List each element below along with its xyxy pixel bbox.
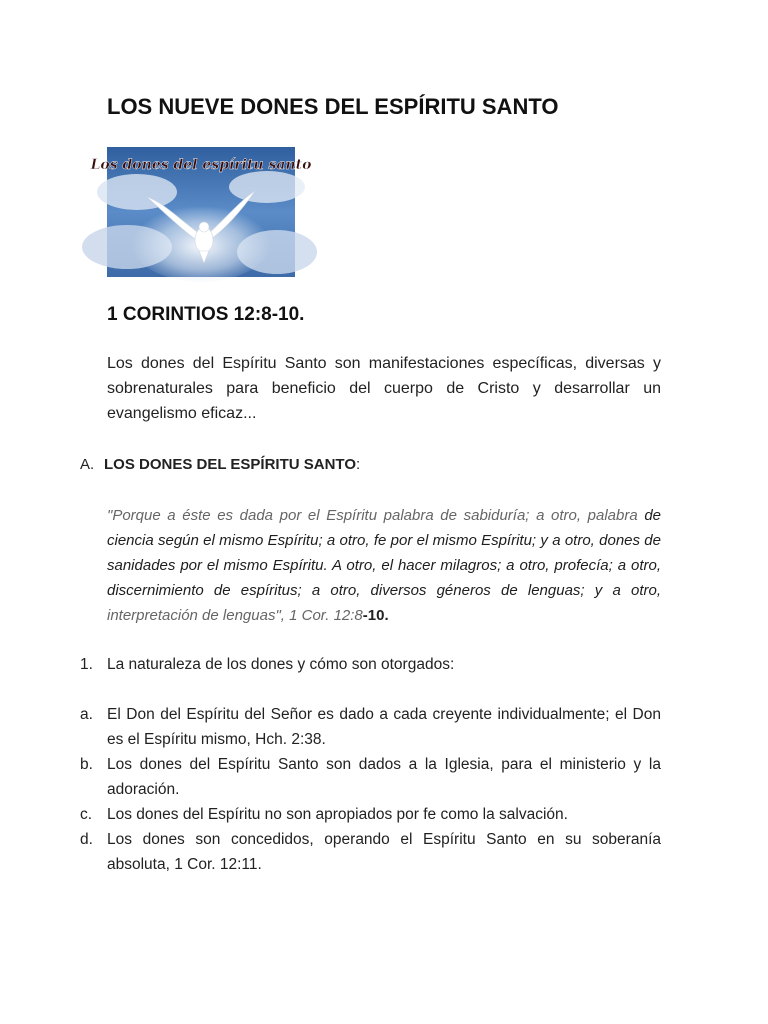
list-item [80, 802, 661, 827]
quote-part-2: de ciencia según el mismo Espíritu; a otro, fe por el mismo Espíritu; y a otro, dones de sanidades por el mismo Espíritu. A otro, el hacer milagros; a otro, profecía; a otro, discernimiento de espíritus; a otro, diversos géneros de lenguas; y a otro, [107, 507, 661, 599]
section-colon: : [355, 456, 361, 473]
list-marker: a. [80, 706, 93, 723]
item-number: 1. [80, 656, 93, 673]
item-text: La naturaleza de los dones y cómo son otorgados: [107, 656, 455, 673]
list-text: Los dones del Espíritu no son apropiados por fe como la salvación. [107, 806, 568, 823]
scripture-quote [107, 503, 661, 628]
list-marker: c. [80, 806, 93, 823]
list-marker: d. [80, 831, 93, 848]
list-text: El Don del Espíritu del Señor es dado a cada creyente individualmente; el Don es el Espíritu mismo, Hch. 2:38. [107, 706, 661, 748]
list-text: Los dones son concedidos, operando el Espíritu Santo en su soberanía absoluta, 1 Cor. 12:11. [107, 831, 661, 873]
list-text: Los dones del Espíritu Santo son dados a la Iglesia, para el ministerio y la adoración. [107, 756, 661, 798]
quote-part-4: -10. [362, 607, 389, 624]
section-title: LOS DONES DEL ESPÍRITU SANTO [104, 456, 356, 473]
section-letter: A. [80, 456, 95, 473]
section-a-heading [80, 453, 660, 477]
intro-paragraph: Los dones del Espíritu Santo son manifestaciones específicas, diversas y sobrenaturales para beneficio del cuerpo de Cristo y desarrollar un evangelismo eficaz... [107, 355, 661, 422]
page-title: LOS NUEVE DONES DEL ESPÍRITU SANTO [107, 94, 559, 119]
quote-part-3: interpretación de lenguas", 1 Cor. 12:8 [107, 607, 363, 624]
list-item [80, 752, 661, 802]
list-item [80, 827, 661, 877]
list-item [80, 702, 661, 752]
dove-image [90, 147, 312, 277]
reference-heading: 1 CORINTIOS 12:8-10. [107, 304, 305, 325]
list-marker: b. [80, 756, 93, 773]
image-caption: Los dones del espíritu santo [90, 157, 312, 173]
quote-part-1: "Porque a éste es dada por el Espíritu palabra de sabiduría; a otro, palabra [107, 507, 638, 524]
lettered-list [80, 702, 661, 877]
dove-illustration [90, 147, 312, 277]
numbered-item [80, 652, 660, 677]
